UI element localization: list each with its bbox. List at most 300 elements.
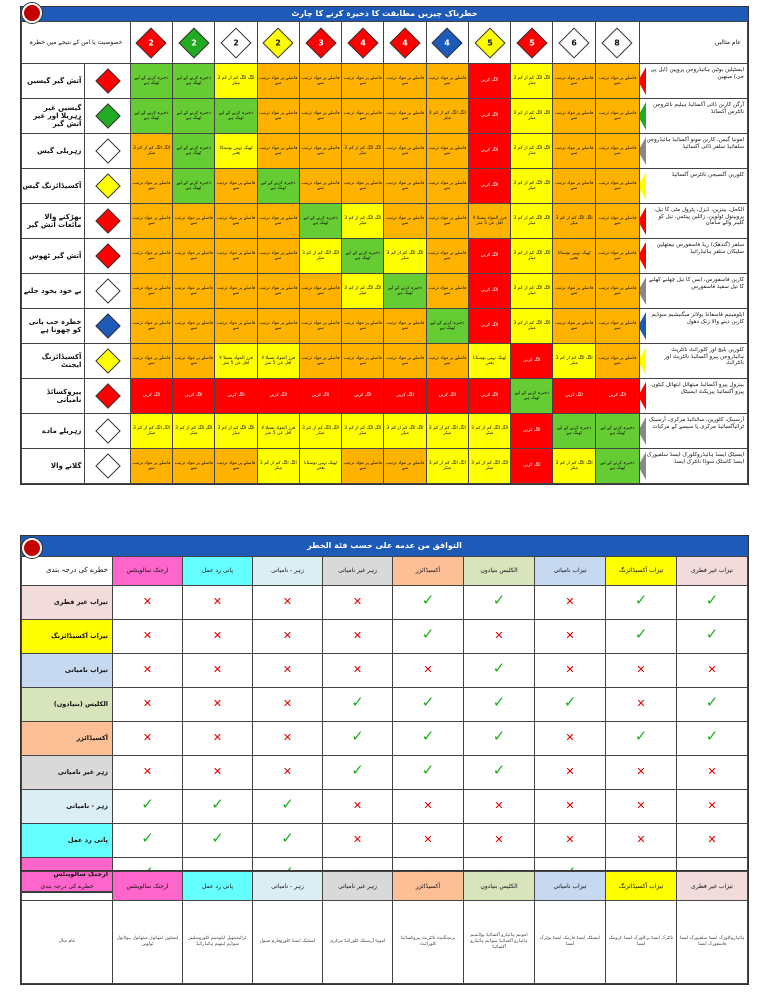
matrix-cell (606, 722, 677, 756)
header-cell (257, 22, 299, 64)
table-row (22, 134, 748, 169)
compat-text: الگ الگ کم از کم 3 میٹر (217, 75, 255, 86)
examples-cell (640, 169, 748, 204)
check-icon: ✓ (351, 693, 364, 712)
hazard-diamond-icon (95, 348, 120, 373)
compat-text: فاصلے پر مواد ترتیب سے (259, 145, 298, 156)
compat-cell (173, 449, 215, 484)
compat-text: ٹھیک نہیں بوستانا یعنی (473, 355, 507, 366)
matrix-cell (535, 722, 606, 756)
header-cell (384, 22, 426, 64)
compat-text: ذخیرہ کرنے کے لیے ٹھیک ہے (600, 425, 635, 436)
class-number: 5 (529, 37, 535, 47)
compat-cell (299, 309, 341, 344)
compat-cell (595, 204, 639, 239)
compat-text: فاصلے پر مواد ترتیب سے (343, 320, 382, 331)
compat-text: فاصلے پر مواد ترتیب سے (132, 215, 171, 226)
hazard-diamond-icon (95, 68, 120, 93)
table-row (22, 722, 748, 756)
column-header: الکلیس بنیادوں (464, 872, 535, 901)
compat-text: الگ کریں (185, 393, 203, 399)
examples-cell (640, 274, 748, 309)
compat-cell (299, 64, 341, 99)
matrix-cell (253, 824, 323, 858)
compat-cell (511, 204, 553, 239)
compat-text: الگ الگ کم از کم 3 میٹر (555, 355, 593, 366)
color-marker-icon (640, 102, 647, 130)
compat-text: الگ الگ کم از کم 3 میٹر (513, 145, 551, 156)
compat-text: فاصلے پر مواد ترتیب سے (259, 75, 298, 86)
examples-cell (640, 64, 748, 99)
compat-cell (595, 64, 639, 99)
compat-cell (511, 379, 553, 414)
compat-cell (595, 414, 639, 449)
matrix-cell (113, 722, 183, 756)
compat-text: فاصلے پر مواد ترتیب سے (428, 355, 467, 366)
hazard-diamond-icon (95, 103, 120, 128)
compat-cell (511, 344, 553, 379)
compat-text: فاصلے پر مواد ترتیب سے (216, 285, 256, 296)
compat-text: فاصلے پر مواد ترتیب سے (385, 320, 425, 331)
row-label: گیسیں غیر زہریلا اور غیر آتش گیر (22, 99, 85, 134)
chart2-corner: خطرے کی درجہ بندی (22, 557, 113, 586)
compat-cell (553, 309, 595, 344)
matrix-cell (323, 790, 393, 824)
compat-cell (299, 99, 341, 134)
compat-cell (342, 204, 384, 239)
chart1-corner-right: عام مثالیں (640, 22, 748, 64)
matrix-cell (606, 824, 677, 858)
matrix-cell (393, 824, 464, 858)
matrix-cell (393, 654, 464, 688)
header-cell (130, 22, 172, 64)
oxidizing-icon (474, 27, 505, 58)
compat-text: فاصلے پر مواد ترتیب سے (301, 110, 340, 121)
compat-text: فاصلے پر مواد ترتیب سے (385, 355, 425, 366)
compat-text: الگ کریں (142, 393, 161, 399)
compat-text: فرز المواد بسیلا لا اقل عن 5 متر (219, 355, 253, 366)
storage-compatibility-chart (20, 6, 749, 485)
compat-text: ذخیرہ کرنے کے لیے ٹھیک ہے (345, 250, 380, 261)
compat-text: الگ الگ کم از کم 3 میٹر (513, 285, 551, 296)
compat-text: الگ کریں (269, 393, 287, 399)
matrix-cell (113, 654, 183, 688)
compat-cell (173, 239, 215, 274)
compat-text: ٹھیک نہیں بوستانا یعنی (304, 460, 337, 471)
examples-text: الکحل، بینزین، ڈیزل، پٹرول مٹی کا تیل، پروپینول ٹولوین، زائلین پینٹس، تیل کو کلینر والے سامان (654, 207, 744, 226)
table-row (22, 239, 748, 274)
compat-cell (384, 64, 426, 99)
row-label: تیزاب نامیاتی (22, 654, 113, 688)
compat-text: الگ کریں (480, 148, 499, 154)
row-label: خطرہ جب پانی کو چھونا ہے (22, 309, 85, 344)
compat-text: ذخیرہ کرنے کے لیے ٹھیک ہے (134, 110, 169, 121)
compat-cell (299, 134, 341, 169)
compat-text: فاصلے پر مواد ترتیب سے (343, 460, 382, 471)
compat-text: فاصلے پر مواد ترتیب سے (554, 320, 594, 331)
class-number: 2 (190, 37, 197, 47)
compat-cell (595, 239, 639, 274)
compat-cell (384, 309, 426, 344)
row-icon-cell (85, 239, 130, 274)
chart1-title-bar (21, 7, 748, 21)
examples-text: کلورین بلیچ اور کلورائٹ نائٹریٹ ہائیڈروجن پیرو آکسائیڈ نائٹریٹ اور نائٹرائٹ (664, 347, 744, 366)
header-cell (595, 22, 639, 64)
chart1-title: خطرناک چیزیں مطابقت کا ذخیرہ کرنے کا چارٹ (291, 9, 478, 18)
row-icon-cell (85, 169, 130, 204)
matrix-cell (606, 620, 677, 654)
compat-text: الگ کریں (354, 393, 372, 399)
compat-cell (130, 64, 172, 99)
compat-text: فرز المواد بسیلا لا اقل عن 5 متر (261, 425, 296, 436)
header-cell (553, 22, 595, 64)
row-label: پیروکسائڈ نامیاتی (22, 379, 85, 414)
compat-text: الگ کریں (480, 288, 499, 294)
hazard-diamond-icon (95, 173, 120, 198)
row-icon-cell (85, 204, 130, 239)
color-marker-icon (640, 67, 647, 95)
compat-cell (468, 414, 510, 449)
compat-text: فاصلے پر مواد ترتیب سے (428, 75, 467, 86)
class-number: 5 (486, 37, 493, 47)
column-header: تیزاب نامیاتی (535, 872, 606, 901)
cross-icon: ✕ (636, 696, 646, 710)
compat-cell (215, 379, 257, 414)
compat-text: فاصلے پر مواد ترتیب سے (174, 460, 213, 471)
chart2-title: التوافق من عدمه على حسب فئة الخطر (307, 541, 462, 550)
color-marker-icon (640, 137, 647, 165)
compat-text: فاصلے پر مواد ترتیب سے (301, 180, 340, 191)
compat-cell (130, 309, 172, 344)
compat-text: فاصلے پر مواد ترتیب سے (598, 145, 637, 156)
compat-cell (468, 99, 510, 134)
compat-cell (384, 204, 426, 239)
chart1-table (21, 21, 748, 484)
compat-text: فاصلے پر مواد ترتیب سے (343, 180, 382, 191)
compat-cell (257, 64, 299, 99)
compat-text: الگ الگ کم از کم 3 میٹر (132, 145, 170, 156)
compat-text: فاصلے پر مواد ترتیب سے (385, 75, 425, 86)
column-header: زہر - نامیاتی (253, 557, 323, 586)
check-icon: ✓ (281, 795, 294, 814)
compat-text: فاصلے پر مواد ترتیب سے (428, 180, 467, 191)
compat-text: الگ کریں (396, 393, 414, 399)
matrix-cell (464, 654, 535, 688)
compat-text: فاصلے پر مواد ترتیب سے (174, 285, 213, 296)
compat-text: فاصلے پر مواد ترتیب سے (216, 215, 256, 226)
matrix-cell (535, 756, 606, 790)
compat-text: ذخیرہ کرنے کے لیے ٹھیک ہے (387, 285, 423, 296)
compat-text: فرز المواد بسیلا لا اقل عن 5 متر (472, 215, 507, 226)
cross-icon: ✕ (423, 662, 433, 676)
cross-icon: ✕ (142, 662, 153, 676)
example-cell: ایسٹیک ایسڈ کلوروفارم فینول (253, 901, 323, 984)
matrix-cell (535, 688, 606, 722)
row-label: زہریلے مادے (22, 414, 85, 449)
compat-cell (173, 64, 215, 99)
compat-cell (553, 449, 595, 484)
class-number: 2 (275, 37, 282, 47)
compat-text: الگ الگ کم از کم 3 میٹر (428, 460, 466, 471)
row-label: آکسیڈائزنگ ایجنٹ (22, 344, 85, 379)
compat-text: الگ الگ کم از کم 3 میٹر (302, 425, 340, 436)
compat-cell (342, 344, 384, 379)
example-cell: ایسیٹک ایسڈ فارمک ایسڈ بوٹرک ایسڈ (535, 901, 606, 984)
hazard-diamond-icon (95, 313, 120, 338)
matrix-cell (183, 790, 253, 824)
compat-cell (257, 274, 299, 309)
compat-cell (468, 274, 510, 309)
matrix-cell (183, 688, 253, 722)
table-row (22, 414, 748, 449)
compat-cell (257, 239, 299, 274)
compat-cell (595, 274, 639, 309)
check-icon: ✓ (281, 829, 294, 848)
compat-cell (426, 449, 468, 484)
examples-text: بینزول پیرو آکسائیڈ میتھائل ایتھائل کیٹون پیرو آکسائیڈ پیریکٹ ایسیٹک (651, 382, 744, 395)
examples-cell (640, 449, 748, 484)
compat-text: الگ کریں (227, 393, 245, 399)
compat-cell (511, 239, 553, 274)
class-number: 8 (614, 37, 621, 47)
compat-text: الگ کریں (480, 253, 499, 259)
check-icon: ✓ (211, 829, 224, 848)
column-header: الکلیس بنیادوں (464, 557, 535, 586)
compat-cell (595, 449, 639, 484)
chart2-table (21, 556, 748, 892)
examples-table (20, 870, 749, 985)
compat-cell (553, 99, 595, 134)
compat-cell (342, 169, 384, 204)
examples-text: کاربن فاسفورس، ایس کا تیل چھلنے کھلنے کا تیل سفید فاسفورس (648, 277, 744, 290)
compat-cell (426, 414, 468, 449)
compat-cell (299, 239, 341, 274)
cross-icon: ✕ (212, 628, 223, 642)
matrix-cell (183, 654, 253, 688)
compat-cell (173, 134, 215, 169)
row-icon-cell (85, 64, 130, 99)
compat-cell (342, 379, 384, 414)
matrix-cell (393, 756, 464, 790)
table-row (22, 688, 748, 722)
chart3-row-label: عام مثال (22, 901, 113, 984)
compat-cell (595, 169, 639, 204)
cross-icon: ✕ (282, 662, 293, 676)
compat-cell (468, 169, 510, 204)
examples-cell (640, 134, 748, 169)
examples-cell (640, 344, 748, 379)
compat-text: فاصلے پر مواد ترتیب سے (385, 460, 425, 471)
check-icon: ✓ (492, 659, 506, 678)
row-icon-cell (85, 449, 130, 484)
check-icon: ✓ (421, 761, 435, 780)
compat-cell (468, 239, 510, 274)
row-icon-cell (85, 134, 130, 169)
row-label: بھڑکنے والا مائعات آتش گیر (22, 204, 85, 239)
matrix-cell (183, 620, 253, 654)
cross-icon: ✕ (352, 662, 363, 676)
compat-text: الگ کریں (565, 393, 583, 399)
cross-icon: ✕ (212, 764, 223, 778)
compat-cell (511, 309, 553, 344)
cross-icon: ✕ (352, 832, 363, 846)
flammable-solid-icon (347, 27, 378, 58)
compat-cell (130, 379, 172, 414)
color-marker-icon (640, 207, 647, 235)
check-icon: ✓ (141, 829, 154, 848)
cross-icon: ✕ (282, 730, 293, 744)
example-cell: ٹرائیمیتھیل ایلومنیم کلوروسلینز سوڈیم لیتھیم ہائیڈرائیڈ (183, 901, 253, 984)
class-number: 4 (444, 37, 451, 47)
hazard-diamond-icon (95, 418, 120, 443)
compat-text: فاصلے پر مواد ترتیب سے (554, 180, 594, 191)
compat-text: الگ کریں (523, 463, 541, 469)
compat-cell (257, 344, 299, 379)
matrix-cell (113, 790, 183, 824)
column-header: ارجنک سالوینٹس (113, 872, 183, 901)
compat-text: فاصلے پر مواد ترتیب سے (174, 355, 213, 366)
compat-text: الگ کریں (480, 78, 499, 84)
corrosive-icon (602, 27, 633, 58)
column-header: پانی رد عمل (183, 872, 253, 901)
column-header: آکسیڈائزر (393, 872, 464, 901)
table-row (22, 344, 748, 379)
matrix-cell (253, 722, 323, 756)
compat-text: الگ الگ کم از کم 3 میٹر (344, 145, 382, 156)
check-icon: ✓ (705, 727, 719, 746)
examples-cell (640, 204, 748, 239)
compat-text: فاصلے پر مواد ترتیب سے (132, 180, 171, 191)
cross-icon: ✕ (707, 764, 717, 778)
example-cell: نائٹرک ایسڈ پرکلورک ایسڈ کرومک ایسڈ (606, 901, 677, 984)
compat-text: فاصلے پر مواد ترتیب سے (174, 320, 213, 331)
hazard-diamond-icon (95, 453, 120, 478)
color-marker-icon (640, 382, 647, 410)
example-cell: ہائیڈروکلورک ایسڈ سلفیورک ایسڈ فاسفورک ایسڈ (677, 901, 748, 984)
compat-cell (384, 239, 426, 274)
chart2-title-bar (21, 536, 748, 556)
compat-cell (511, 134, 553, 169)
compat-text: فاصلے پر مواد ترتیب سے (216, 250, 256, 261)
matrix-cell (323, 620, 393, 654)
table-row (22, 620, 748, 654)
hazard-diamond-icon (95, 208, 120, 233)
cross-icon: ✕ (423, 832, 433, 846)
header-cell (426, 22, 468, 64)
row-label: بے خود بخود جلنے (22, 274, 85, 309)
compat-cell (384, 449, 426, 484)
matrix-cell (113, 586, 183, 620)
check-icon: ✓ (492, 761, 506, 780)
column-header: زہر غیر نامیاتی (323, 872, 393, 901)
compat-cell (215, 64, 257, 99)
compat-cell (299, 169, 341, 204)
compat-cell (130, 134, 172, 169)
row-label: آکسیڈائزر (22, 722, 113, 756)
matrix-cell (606, 790, 677, 824)
compat-cell (553, 204, 595, 239)
matrix-cell (183, 722, 253, 756)
row-label: تیزاب غیر فطری (22, 586, 113, 620)
row-icon-cell (85, 274, 130, 309)
cross-icon: ✕ (212, 662, 223, 676)
compat-text: فاصلے پر مواد ترتیب سے (343, 355, 382, 366)
compat-cell (511, 64, 553, 99)
matrix-cell (323, 654, 393, 688)
class-number: 2 (148, 37, 155, 47)
compat-cell (173, 344, 215, 379)
cross-icon: ✕ (565, 662, 575, 676)
row-label: گلانے والا (22, 449, 85, 484)
compat-text: فاصلے پر مواد ترتیب سے (174, 215, 213, 226)
examples-cell (640, 99, 748, 134)
examples-cell (640, 239, 748, 274)
header-cell (342, 22, 384, 64)
example-cell: امونیم ہائیڈرو آکسائیڈ پوٹاشیم ہائیڈرو آکسائیڈ سوڈیم ہائیڈرو آکسائیڈ (464, 901, 535, 984)
compat-cell (595, 309, 639, 344)
compat-text: فرز المواد بسیلا لا اقل عن 5 متر (261, 355, 296, 366)
compat-cell (426, 309, 468, 344)
compat-text: ذخیرہ کرنے کے لیے ٹھیک ہے (176, 180, 211, 191)
matrix-cell (677, 586, 748, 620)
check-icon: ✓ (492, 727, 506, 746)
compat-cell (426, 169, 468, 204)
compat-text: الگ الگ کم از کم 3 میٹر (132, 425, 170, 436)
compat-text: الگ الگ کم از کم 3 میٹر (386, 250, 424, 261)
column-header: تیزاب آکسیڈائزنگ (606, 557, 677, 586)
compat-cell (553, 134, 595, 169)
cross-icon: ✕ (636, 832, 646, 846)
class-number: 6 (571, 37, 577, 47)
cross-icon: ✕ (212, 594, 223, 608)
compat-text: فاصلے پر مواد ترتیب سے (132, 285, 171, 296)
check-icon: ✓ (634, 727, 648, 746)
compat-cell (553, 274, 595, 309)
check-icon: ✓ (634, 591, 648, 610)
matrix-cell (253, 790, 323, 824)
compat-text: فاصلے پر مواد ترتیب سے (301, 285, 340, 296)
matrix-cell (606, 654, 677, 688)
color-marker-icon (640, 172, 647, 200)
color-marker-icon (640, 277, 647, 305)
matrix-cell (393, 722, 464, 756)
compat-text: ذخیرہ کرنے کے لیے ٹھیک ہے (430, 320, 465, 331)
matrix-cell (464, 756, 535, 790)
compat-text: ذخیرہ کرنے کے لیے ٹھیک ہے (514, 390, 549, 401)
compatibility-matrix (20, 535, 749, 893)
examples-text: ایلومینیم فاسفائڈ پولائز میگنیشیم سوڈیم کاربن دینے والا زنک دھول (651, 312, 744, 325)
matrix-cell (464, 586, 535, 620)
compat-text: الگ الگ کم از کم 3 میٹر (513, 180, 551, 191)
compat-text: فاصلے پر مواد ترتیب سے (598, 355, 637, 366)
matrix-cell (253, 586, 323, 620)
compat-cell (553, 239, 595, 274)
row-label: ارجنک سالوینٹس (22, 858, 113, 892)
matrix-cell (323, 756, 393, 790)
compat-text: فاصلے پر مواد ترتیب سے (174, 250, 213, 261)
compat-cell (173, 169, 215, 204)
compat-cell (468, 64, 510, 99)
compat-cell (468, 134, 510, 169)
column-header: آکسیڈائزر (393, 557, 464, 586)
compat-text: فاصلے پر مواد ترتیب سے (301, 320, 340, 331)
compat-cell (173, 379, 215, 414)
compat-cell (553, 344, 595, 379)
matrix-cell (464, 722, 535, 756)
compat-cell (426, 204, 468, 239)
compat-text: ذخیرہ کرنے کے لیے ٹھیک ہے (134, 75, 169, 86)
matrix-cell (323, 688, 393, 722)
